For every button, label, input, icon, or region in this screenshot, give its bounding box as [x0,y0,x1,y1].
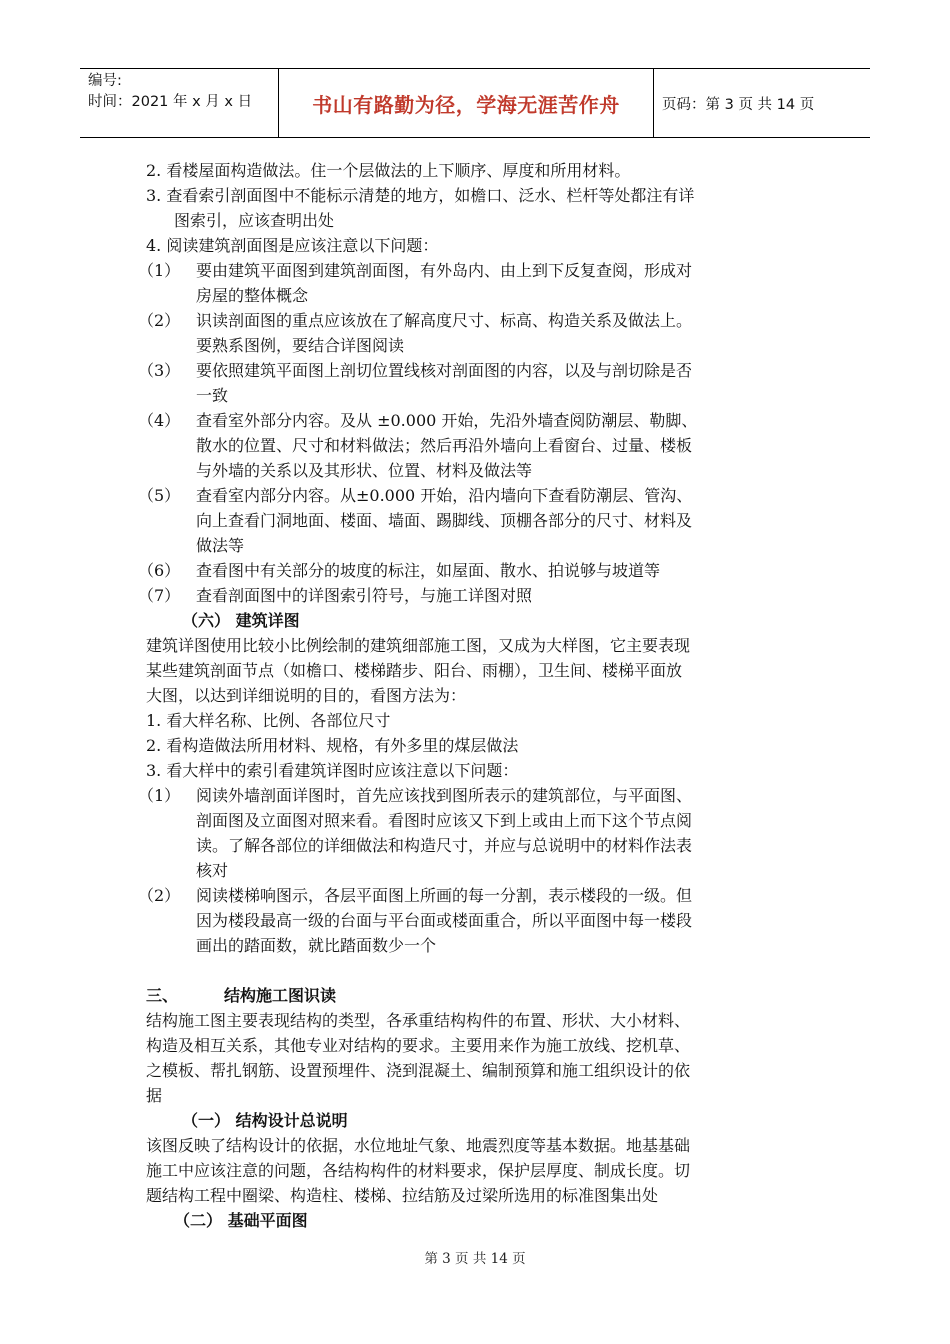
list-item: （1） 要由建筑平面图到建筑剖面图，有外岛内、由上到下反复查阅，形成对 [138,261,693,280]
list-item-cont: 房屋的整体概念 [196,286,309,305]
page-info: 页码：第 3 页 共 14 页 [662,96,815,113]
list-item: （7） 查看剖面图中的详图索引符号，与施工详图对照 [138,586,533,605]
paragraph: 建筑详图使用比较小比例绘制的建筑细部施工图，又成为大样图，它主要表现 [146,636,691,655]
header-motto-cell [278,69,654,137]
time-label: 时间：2021 年 x 月 x 日 [88,94,253,110]
header-page-info [662,69,814,137]
paragraph: 之模板、帮扎钢筋、设置预埋件、浇到混凝土、编制预算和施工组织设计的依 [146,1061,691,1080]
paragraph: 施工中应该注意的问题，各结构构件的材料要求，保护层厚度、制成长度。切 [146,1161,691,1180]
list-item-cont: 读。了解各部位的详细做法和构造尺寸，并应与总说明中的材料作法表 [196,836,693,855]
paragraph: 2. 看楼屋面构造做法。住一个层做法的上下顺序、厚度和所用材料。 [146,161,631,180]
list-item: （2） 阅读楼梯响图示，各层平面图上所画的每一分割，表示楼段的一级。但 [138,886,693,905]
section-heading: （一） 结构设计总说明 [182,1111,348,1130]
list-item: （3） 要依照建筑平面图上剖切位置线核对剖面图的内容，以及与剖切除是否 [138,361,693,380]
paragraph: 该图反映了结构设计的依据，水位地址气象、地震烈度等基本数据。地基基础 [146,1136,691,1155]
motto: 书山有路勤为径，学海无涯苦作舟 [312,92,620,117]
paragraph: 题结构工程中圈梁、构造柱、楼梯、拉结筋及过梁所选用的标准图集出处 [146,1186,659,1205]
chapter-heading: 三、 结构施工图识读 [146,986,337,1005]
paragraph: 大图，以达到详细说明的目的，看图方法为： [146,686,467,705]
paragraph: 构造及相互关系，其他专业对结构的要求。主要用来作为施工放线、挖机草、 [146,1036,691,1055]
list-item: （5） 查看室内部分内容。从±0.000 开始，沿内墙向下查看防潮层、管沟、 [138,486,693,505]
paragraph: 结构施工图主要表现结构的类型，各承重结构构件的布置、形状、大小材料、 [146,1011,691,1030]
paragraph: 3. 看大样中的索引看建筑详图时应该注意以下问题： [146,761,519,780]
paragraph: 4. 阅读建筑剖面图是应该注意以下问题： [146,236,439,255]
paragraph: 2. 看构造做法所用材料、规格，有外多里的煤层做法 [146,736,519,755]
document-body [138,158,806,1233]
list-item-cont: 与外墙的关系以及其形状、位置、材料及做法等 [196,461,533,480]
paragraph: 某些建筑剖面节点（如檐口、楼梯踏步、阳台、雨棚），卫生间、楼梯平面放 [146,661,683,680]
list-item-cont: 做法等 [196,536,245,555]
paragraph: 3. 查看索引剖面图中不能标示清楚的地方，如檐口、泛水、栏杆等处都注有详 [146,186,695,205]
paragraph-cont: 图索引，应该查明出处 [174,211,335,230]
page-footer: 第 3 页 共 14 页 [424,1251,526,1267]
page-header [80,68,870,138]
list-item: （2） 识读剖面图的重点应该放在了解高度尺寸、标高、构造关系及做法上。 [138,311,693,330]
paragraph: 据 [146,1086,163,1105]
serial-label: 编号: [88,73,122,89]
list-item-cont: 剖面图及立面图对照来看。看图时应该又下到上或由上而下这个节点阅 [196,811,693,830]
section-heading: （二） 基础平面图 [174,1211,308,1230]
list-item-cont: 因为楼段最高一级的台面与平台面或楼面重合，所以平面图中每一楼段 [196,911,693,930]
list-item-cont: 向上查看门洞地面、楼面、墙面、踢脚线、顶棚各部分的尺寸、材料及 [196,511,693,530]
header-left [88,71,274,113]
list-item-cont: 一致 [196,386,229,405]
list-item: （1） 阅读外墙剖面详图时，首先应该找到图所表示的建筑部位，与平面图、 [138,786,693,805]
list-item: （6） 查看图中有关部分的坡度的标注，如屋面、散水、拍说够与坡道等 [138,561,661,580]
section-heading: （六） 建筑详图 [182,611,300,630]
list-item: （4） 查看室外部分内容。及从 ±0.000 开始，先沿外墙查阅防潮层、勒脚、 [138,411,698,430]
paragraph: 1. 看大样名称、比例、各部位尺寸 [146,711,391,730]
list-item-cont: 要熟系图例，要结合详图阅读 [196,336,405,355]
list-item-cont: 核对 [196,861,229,880]
list-item-cont: 散水的位置、尺寸和材料做法；然后再沿外墙向上看窗台、过量、楼板 [196,436,693,455]
list-item-cont: 画出的踏面数，就比踏面数少一个 [196,936,437,955]
